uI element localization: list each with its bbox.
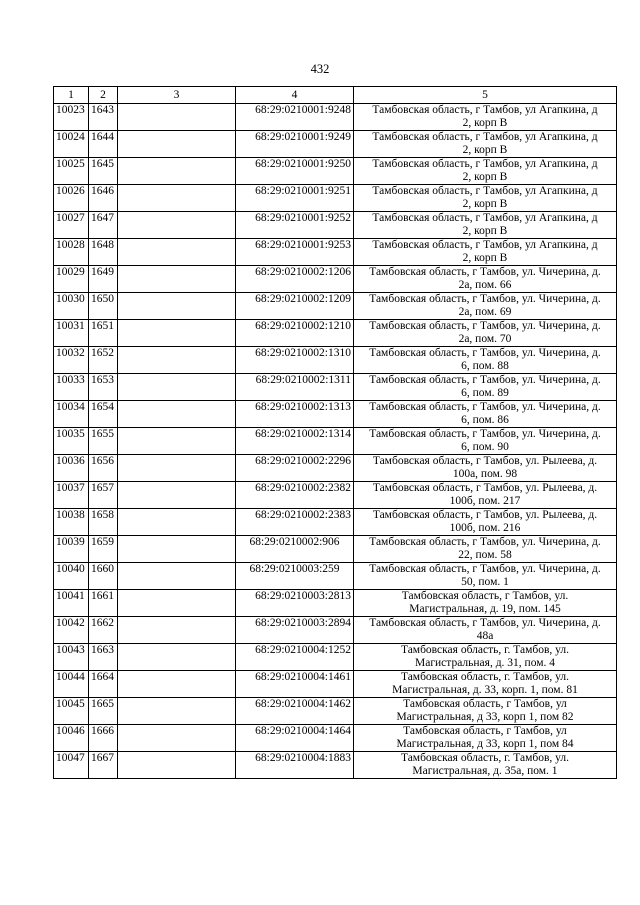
row-number: 10023 bbox=[54, 104, 89, 131]
address-line-2: 2, корп В bbox=[462, 117, 508, 129]
address-line-2: 2, корп В bbox=[462, 144, 508, 156]
address-line-1: Тамбовская область, г Тамбов, ул bbox=[403, 725, 567, 737]
cadastral-number: 68:29:0210002:1210 bbox=[236, 320, 354, 347]
address bbox=[354, 644, 617, 671]
address-line-2: 2а, пом. 66 bbox=[458, 279, 512, 291]
table-row bbox=[54, 374, 617, 401]
table-row bbox=[54, 428, 617, 455]
cadastral-number: 68:29:0210002:1311 bbox=[236, 374, 354, 401]
row-column-3 bbox=[118, 509, 236, 536]
table-row bbox=[54, 455, 617, 482]
address bbox=[354, 698, 617, 725]
address-line-2: Магистральная, д. 31, пом. 4 bbox=[414, 657, 556, 669]
address-line-2: 100б, пом. 217 bbox=[449, 495, 521, 507]
table-row bbox=[54, 131, 617, 158]
row-column-3 bbox=[118, 671, 236, 698]
page-number: 432 bbox=[310, 62, 330, 76]
address-line-2: 6, пом. 90 bbox=[461, 441, 509, 453]
address-line-1: Тамбовская область, г Тамбов, ул Агапкина, д bbox=[372, 131, 598, 143]
address-line-2: 6, пом. 86 bbox=[461, 414, 509, 426]
cadastral-number: 68:29:0210002:1310 bbox=[236, 347, 354, 374]
row-number: 10029 bbox=[54, 266, 89, 293]
row-number: 10046 bbox=[54, 725, 89, 752]
address-line-1: Тамбовская область, г Тамбов, ул Агапкина, д bbox=[372, 239, 598, 251]
address-line-1: Тамбовская область, г Тамбов, ул. bbox=[401, 590, 569, 602]
address-line-1: Тамбовская область, г Тамбов, ул. Рылеева, д. bbox=[372, 509, 598, 521]
cadastral-number: 68:29:0210003:2894 bbox=[236, 617, 354, 644]
registry-table bbox=[53, 86, 617, 779]
cadastral-number: 68:29:0210001:9248 bbox=[236, 104, 354, 131]
table-row bbox=[54, 158, 617, 185]
address-line-2: Магистральная, д. 33, корп. 1, пом. 81 bbox=[392, 684, 578, 696]
address bbox=[354, 374, 617, 401]
row-sub-number: 1651 bbox=[89, 320, 118, 347]
address bbox=[354, 752, 617, 779]
cadastral-number: 68:29:0210004:1462 bbox=[236, 698, 354, 725]
row-sub-number: 1657 bbox=[89, 482, 118, 509]
row-column-3 bbox=[118, 374, 236, 401]
cadastral-number: 68:29:0210001:9253 bbox=[236, 239, 354, 266]
address bbox=[354, 401, 617, 428]
header-col-3: 3 bbox=[118, 87, 236, 104]
row-sub-number: 1662 bbox=[89, 617, 118, 644]
row-column-3 bbox=[118, 590, 236, 617]
address-line-1: Тамбовская область, г. Тамбов, ул. bbox=[400, 644, 570, 656]
row-number: 10038 bbox=[54, 509, 89, 536]
cadastral-number: 68:29:0210003:259 bbox=[236, 563, 354, 590]
row-number: 10045 bbox=[54, 698, 89, 725]
row-column-3 bbox=[118, 617, 236, 644]
address bbox=[354, 185, 617, 212]
table-row bbox=[54, 563, 617, 590]
cadastral-number: 68:29:0210001:9251 bbox=[236, 185, 354, 212]
row-number: 10035 bbox=[54, 428, 89, 455]
row-sub-number: 1647 bbox=[89, 212, 118, 239]
row-column-3 bbox=[118, 401, 236, 428]
row-number: 10036 bbox=[54, 455, 89, 482]
row-column-3 bbox=[118, 482, 236, 509]
table-row bbox=[54, 401, 617, 428]
row-sub-number: 1661 bbox=[89, 590, 118, 617]
cadastral-number: 68:29:0210001:9249 bbox=[236, 131, 354, 158]
address bbox=[354, 212, 617, 239]
row-column-3 bbox=[118, 536, 236, 563]
cadastral-number: 68:29:0210003:2813 bbox=[236, 590, 354, 617]
address-line-2: 6, пом. 89 bbox=[461, 387, 509, 399]
row-sub-number: 1644 bbox=[89, 131, 118, 158]
address-line-2: 100а, пом. 98 bbox=[452, 468, 518, 480]
row-number: 10047 bbox=[54, 752, 89, 779]
row-number: 10031 bbox=[54, 320, 89, 347]
address bbox=[354, 617, 617, 644]
address-line-1: Тамбовская область, г Тамбов, ул. Рылеева, д. bbox=[372, 482, 598, 494]
table-row bbox=[54, 212, 617, 239]
row-sub-number: 1660 bbox=[89, 563, 118, 590]
row-number: 10033 bbox=[54, 374, 89, 401]
header-col-4: 4 bbox=[236, 87, 354, 104]
row-column-3 bbox=[118, 644, 236, 671]
address bbox=[354, 455, 617, 482]
cadastral-number: 68:29:0210002:1206 bbox=[236, 266, 354, 293]
cadastral-number: 68:29:0210002:2296 bbox=[236, 455, 354, 482]
row-number: 10028 bbox=[54, 239, 89, 266]
row-number: 10039 bbox=[54, 536, 89, 563]
address-line-2: 2, корп В bbox=[462, 171, 508, 183]
header-col-5: 5 bbox=[354, 87, 617, 104]
address bbox=[354, 590, 617, 617]
address bbox=[354, 131, 617, 158]
address bbox=[354, 671, 617, 698]
table-row bbox=[54, 320, 617, 347]
table-row bbox=[54, 293, 617, 320]
row-sub-number: 1653 bbox=[89, 374, 118, 401]
row-number: 10043 bbox=[54, 644, 89, 671]
row-column-3 bbox=[118, 266, 236, 293]
table-row bbox=[54, 725, 617, 752]
row-number: 10024 bbox=[54, 131, 89, 158]
row-number: 10040 bbox=[54, 563, 89, 590]
row-sub-number: 1645 bbox=[89, 158, 118, 185]
address bbox=[354, 293, 617, 320]
table-row bbox=[54, 698, 617, 725]
table-row bbox=[54, 752, 617, 779]
table-header bbox=[54, 87, 617, 104]
cadastral-number: 68:29:0210002:1313 bbox=[236, 401, 354, 428]
address bbox=[354, 347, 617, 374]
address-line-2: 48а bbox=[476, 630, 494, 642]
address-line-1: Тамбовская область, г Тамбов, ул. Чичерина, д. bbox=[369, 617, 601, 629]
table-row bbox=[54, 509, 617, 536]
row-column-3 bbox=[118, 698, 236, 725]
cadastral-number: 68:29:0210001:9250 bbox=[236, 158, 354, 185]
row-sub-number: 1659 bbox=[89, 536, 118, 563]
address-line-1: Тамбовская область, г Тамбов, ул. Чичерина, д. bbox=[369, 401, 601, 413]
address-line-2: 2а, пом. 69 bbox=[458, 306, 512, 318]
header-row bbox=[54, 87, 617, 104]
cadastral-number: 68:29:0210004:1464 bbox=[236, 725, 354, 752]
address-line-2: 22, пом. 58 bbox=[458, 549, 512, 561]
row-column-3 bbox=[118, 428, 236, 455]
cadastral-number: 68:29:0210002:2382 bbox=[236, 482, 354, 509]
table-body bbox=[54, 104, 617, 779]
cadastral-number: 68:29:0210004:1252 bbox=[236, 644, 354, 671]
cadastral-number: 68:29:0210001:9252 bbox=[236, 212, 354, 239]
table-row bbox=[54, 644, 617, 671]
row-column-3 bbox=[118, 347, 236, 374]
address bbox=[354, 725, 617, 752]
table-row bbox=[54, 239, 617, 266]
row-column-3 bbox=[118, 158, 236, 185]
address-line-1: Тамбовская область, г Тамбов, ул. Чичерина, д. bbox=[369, 374, 601, 386]
table-row bbox=[54, 482, 617, 509]
table-row bbox=[54, 536, 617, 563]
row-sub-number: 1650 bbox=[89, 293, 118, 320]
header-col-2: 2 bbox=[89, 87, 118, 104]
table-row bbox=[54, 104, 617, 131]
address-line-1: Тамбовская область, г Тамбов, ул. Чичерина, д. bbox=[369, 293, 601, 305]
cadastral-number: 68:29:0210002:1314 bbox=[236, 428, 354, 455]
address bbox=[354, 104, 617, 131]
row-number: 10030 bbox=[54, 293, 89, 320]
address-line-2: Магистральная, д 33, корп 1, пом 84 bbox=[396, 738, 574, 750]
cadastral-number: 68:29:0210004:1883 bbox=[236, 752, 354, 779]
row-number: 10027 bbox=[54, 212, 89, 239]
row-number: 10042 bbox=[54, 617, 89, 644]
address-line-2: 100б, пом. 216 bbox=[449, 522, 521, 534]
header-col-1: 1 bbox=[54, 87, 89, 104]
address-line-2: 6, пом. 88 bbox=[461, 360, 509, 372]
address-line-1: Тамбовская область, г Тамбов, ул bbox=[403, 698, 567, 710]
row-column-3 bbox=[118, 131, 236, 158]
cadastral-number: 68:29:0210002:2383 bbox=[236, 509, 354, 536]
address bbox=[354, 239, 617, 266]
row-sub-number: 1655 bbox=[89, 428, 118, 455]
address bbox=[354, 482, 617, 509]
cadastral-number: 68:29:0210002:906 bbox=[236, 536, 354, 563]
address bbox=[354, 428, 617, 455]
address-line-2: 2а, пом. 70 bbox=[458, 333, 512, 345]
row-sub-number: 1652 bbox=[89, 347, 118, 374]
address-line-1: Тамбовская область, г Тамбов, ул Агапкина, д bbox=[372, 185, 598, 197]
table-row bbox=[54, 671, 617, 698]
row-number: 10041 bbox=[54, 590, 89, 617]
row-sub-number: 1654 bbox=[89, 401, 118, 428]
address-line-1: Тамбовская область, г. Тамбов, ул. bbox=[400, 671, 570, 683]
row-sub-number: 1666 bbox=[89, 725, 118, 752]
row-column-3 bbox=[118, 725, 236, 752]
row-column-3 bbox=[118, 455, 236, 482]
address bbox=[354, 536, 617, 563]
row-number: 10025 bbox=[54, 158, 89, 185]
address-line-2: Магистральная, д. 19, пом. 145 bbox=[409, 603, 561, 615]
address-line-1: Тамбовская область, г Тамбов, ул Агапкина, д bbox=[372, 212, 598, 224]
row-column-3 bbox=[118, 185, 236, 212]
address-line-1: Тамбовская область, г Тамбов, ул. Рылеева, д. bbox=[372, 455, 598, 467]
address bbox=[354, 563, 617, 590]
table-row bbox=[54, 617, 617, 644]
address-line-1: Тамбовская область, г Тамбов, ул. Чичерина, д. bbox=[369, 428, 601, 440]
row-sub-number: 1665 bbox=[89, 698, 118, 725]
row-sub-number: 1658 bbox=[89, 509, 118, 536]
table-row bbox=[54, 185, 617, 212]
row-sub-number: 1664 bbox=[89, 671, 118, 698]
address-line-1: Тамбовская область, г Тамбов, ул. Чичерина, д. bbox=[369, 347, 601, 359]
row-number: 10044 bbox=[54, 671, 89, 698]
row-column-3 bbox=[118, 752, 236, 779]
row-column-3 bbox=[118, 212, 236, 239]
address-line-1: Тамбовская область, г Тамбов, ул. Чичерина, д. bbox=[369, 320, 601, 332]
address-line-2: 2, корп В bbox=[462, 198, 508, 210]
row-column-3 bbox=[118, 104, 236, 131]
table-row bbox=[54, 590, 617, 617]
row-sub-number: 1663 bbox=[89, 644, 118, 671]
address-line-1: Тамбовская область, г Тамбов, ул. Чичерина, д. bbox=[369, 266, 601, 278]
row-sub-number: 1646 bbox=[89, 185, 118, 212]
cadastral-number: 68:29:0210004:1461 bbox=[236, 671, 354, 698]
row-number: 10034 bbox=[54, 401, 89, 428]
row-sub-number: 1649 bbox=[89, 266, 118, 293]
address-line-1: Тамбовская область, г Тамбов, ул Агапкина, д bbox=[372, 158, 598, 170]
address bbox=[354, 158, 617, 185]
address-line-1: Тамбовская область, г Тамбов, ул. Чичерина, д. bbox=[369, 563, 601, 575]
row-sub-number: 1648 bbox=[89, 239, 118, 266]
row-number: 10037 bbox=[54, 482, 89, 509]
address-line-2: 2, корп В bbox=[462, 252, 508, 264]
table-row bbox=[54, 347, 617, 374]
cadastral-number: 68:29:0210002:1209 bbox=[236, 293, 354, 320]
address-line-1: Тамбовская область, г Тамбов, ул Агапкина, д bbox=[372, 104, 598, 116]
address bbox=[354, 266, 617, 293]
row-sub-number: 1667 bbox=[89, 752, 118, 779]
address-line-1: Тамбовская область, г Тамбов, ул. Чичерина, д. bbox=[369, 536, 601, 548]
table-row bbox=[54, 266, 617, 293]
row-sub-number: 1643 bbox=[89, 104, 118, 131]
row-column-3 bbox=[118, 239, 236, 266]
address-line-2: 50, пом. 1 bbox=[461, 576, 509, 588]
address bbox=[354, 509, 617, 536]
row-column-3 bbox=[118, 320, 236, 347]
address-line-1: Тамбовская область, г. Тамбов, ул. bbox=[400, 752, 570, 764]
row-column-3 bbox=[118, 293, 236, 320]
row-number: 10032 bbox=[54, 347, 89, 374]
address bbox=[354, 320, 617, 347]
row-sub-number: 1656 bbox=[89, 455, 118, 482]
row-column-3 bbox=[118, 563, 236, 590]
row-number: 10026 bbox=[54, 185, 89, 212]
address-line-2: 2, корп В bbox=[462, 225, 508, 237]
address-line-2: Магистральная, д. 35а, пом. 1 bbox=[412, 765, 558, 777]
address-line-2: Магистральная, д 33, корп 1, пом 82 bbox=[396, 711, 574, 723]
